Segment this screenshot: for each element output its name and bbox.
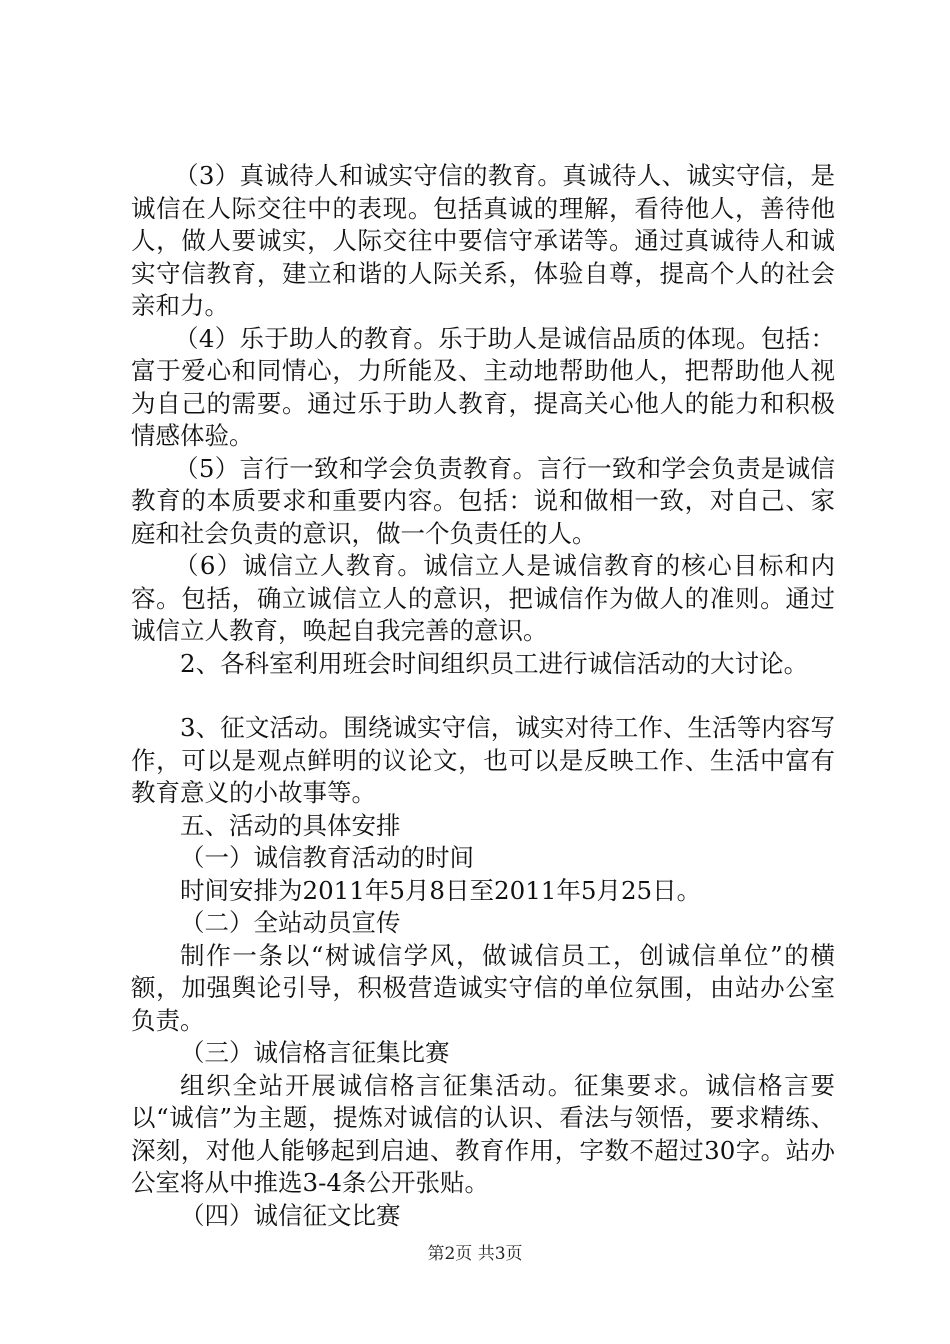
subheading-time: （一）诚信教育活动的时间 bbox=[180, 843, 474, 872]
paragraph-banner: 制作一条以“树诚信学风，做诚信员工，创诚信单位”的横额，加强舆论引导，积极营造诚实守信的单位氛围，由站办公室负责。 bbox=[131, 940, 835, 1035]
subheading-essay-contest: （四）诚信征文比赛 bbox=[180, 1200, 401, 1230]
paragraph-honesty-education: （3）真诚待人和诚实守信的教育。真诚待人、诚实守信，是诚信在人际交往中的表现。包括真诚的理解，看待他人，善待他人，做人要诚实，人际交往中要信守承诺等。通过真诚待人和诚实守信教育，建立和谐的人际关系，体验自尊，提高个人的社会亲和力。 bbox=[131, 161, 835, 320]
paragraph-spacer bbox=[131, 680, 835, 712]
subheading-mobilization: （二）全站动员宣传 bbox=[180, 908, 401, 937]
section-heading-arrangement: 五、活动的具体安排 bbox=[180, 810, 401, 840]
paragraph-motto-contest: 组织全站开展诚信格言征集活动。征集要求。诚信格言要以“诚信”为主题，提炼对诚信的认识、看法与领悟，要求精练、深刻，对他人能够起到启迪、教育作用，字数不超过30字。站办公室将从中推选3-4条公开张贴。 bbox=[131, 1070, 835, 1197]
paragraph-helping-others: （4）乐于助人的教育。乐于助人是诚信品质的体现。包括：富于爱心和同情心，力所能及、主动地帮助他人，把帮助他人视为自己的需要。通过乐于助人教育，提高关心他人的能力和积极情感体验。 bbox=[131, 323, 835, 450]
paragraph-discussion: 2、各科室利用班会时间组织员工进行诚信活动的大讨论。 bbox=[180, 648, 809, 678]
paragraph-integrity: （6）诚信立人教育。诚信立人是诚信教育的核心目标和内容。包括，确立诚信立人的意识，把诚信作为做人的准则。通过诚信立人教育，唤起自我完善的意识。 bbox=[131, 551, 835, 645]
document-body bbox=[131, 160, 835, 1232]
paragraph-essay-activity: 3、征文活动。围绕诚实守信，诚实对待工作、生活等内容写作，可以是观点鲜明的议论文，也可以是反映工作、生活中富有教育意义的小故事等。 bbox=[131, 713, 835, 807]
page-footer: 第2页 共3页 bbox=[427, 1244, 523, 1264]
subheading-motto-contest: （三）诚信格言征集比赛 bbox=[180, 1038, 450, 1067]
paragraph-time: 时间安排为2011年5月8日至2011年5月25日。 bbox=[180, 875, 702, 905]
paragraph-responsibility: （5）言行一致和学会负责教育。言行一致和学会负责是诚信教育的本质要求和重要内容。包括：说和做相一致，对自己、家庭和社会负责的意识，做一个负责任的人。 bbox=[131, 453, 835, 548]
